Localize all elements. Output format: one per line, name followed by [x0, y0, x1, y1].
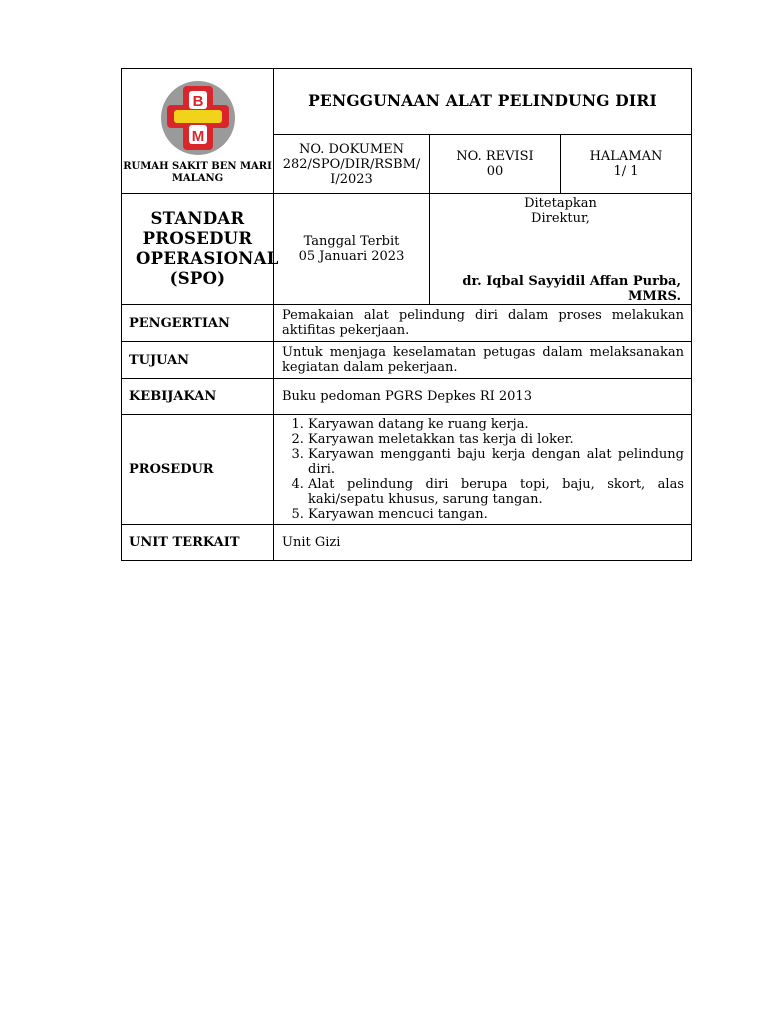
prosedur-steps-list	[282, 417, 684, 522]
spo-title: STANDAR PROSEDUR OPERASIONAL (SPO)	[136, 209, 279, 288]
approval-cell	[430, 194, 692, 305]
prosedur-steps-cell	[274, 415, 692, 525]
halaman-label: HALAMAN	[589, 149, 663, 164]
document-title-cell	[274, 69, 692, 135]
tanggal-terbit-cell	[274, 194, 430, 305]
no-dokumen-label: NO. DOKUMEN	[299, 141, 404, 157]
prosedur-step: 5. Karyawan mencuci tangan.	[308, 507, 684, 522]
tanggal-terbit-label: Tanggal Terbit	[303, 234, 400, 249]
kebijakan-label: KEBIJAKAN	[122, 379, 274, 415]
spo-document	[121, 68, 692, 561]
no-revisi-value: 00	[486, 164, 504, 179]
director-name: dr. Iqbal Sayyidil Affan Purba, MMRS.	[462, 274, 681, 304]
no-revisi-cell	[430, 135, 561, 194]
hospital-name: RUMAH SAKIT BEN MARI MALANG	[123, 161, 272, 184]
hospital-logo-icon	[155, 79, 241, 157]
prosedur-step: 1. Karyawan datang ke ruang kerja.	[308, 417, 684, 432]
prosedur-label: PROSEDUR	[122, 415, 274, 525]
no-revisi-label: NO. REVISI	[456, 149, 534, 164]
unit-terkait-label: UNIT TERKAIT	[122, 525, 274, 561]
prosedur-step: 2. Karyawan meletakkan tas kerja di loker.	[308, 432, 684, 447]
no-dokumen-cell	[274, 135, 430, 194]
prosedur-step: 3. Karyawan mengganti baju kerja dengan alat pelindung diri.	[308, 447, 684, 477]
tujuan-label: TUJUAN	[122, 342, 274, 379]
hospital-logo-cell	[122, 69, 274, 194]
spo-table	[121, 68, 692, 561]
no-dokumen-value: 282/SPO/DIR/RSBM/ I/2023	[282, 156, 421, 187]
svg-text:M: M	[191, 128, 204, 145]
halaman-cell	[561, 135, 692, 194]
tanggal-terbit-value: 05 Januari 2023	[298, 249, 405, 264]
tujuan-text: Untuk menjaga keselamatan petugas dalam melaksanakan kegiatan dalam pekerjaan.	[274, 342, 692, 379]
spo-title-cell	[122, 194, 279, 305]
svg-text:B: B	[192, 93, 203, 110]
halaman-value: 1/ 1	[613, 164, 639, 179]
ditetapkan-label: Ditetapkan	[524, 196, 597, 211]
prosedur-step: 4. Alat pelindung diri berupa topi, baju, skort, alas kaki/sepatu khusus, sarung tangan.	[308, 477, 684, 507]
pengertian-label: PENGERTIAN	[122, 305, 274, 342]
kebijakan-text: Buku pedoman PGRS Depkes RI 2013	[274, 379, 692, 415]
unit-terkait-text: Unit Gizi	[274, 525, 692, 561]
pengertian-text: Pemakaian alat pelindung diri dalam proses melakukan aktifitas pekerjaan.	[274, 305, 692, 342]
direktur-label: Direktur,	[531, 211, 590, 226]
document-title: PENGGUNAAN ALAT PELINDUNG DIRI	[308, 91, 657, 110]
